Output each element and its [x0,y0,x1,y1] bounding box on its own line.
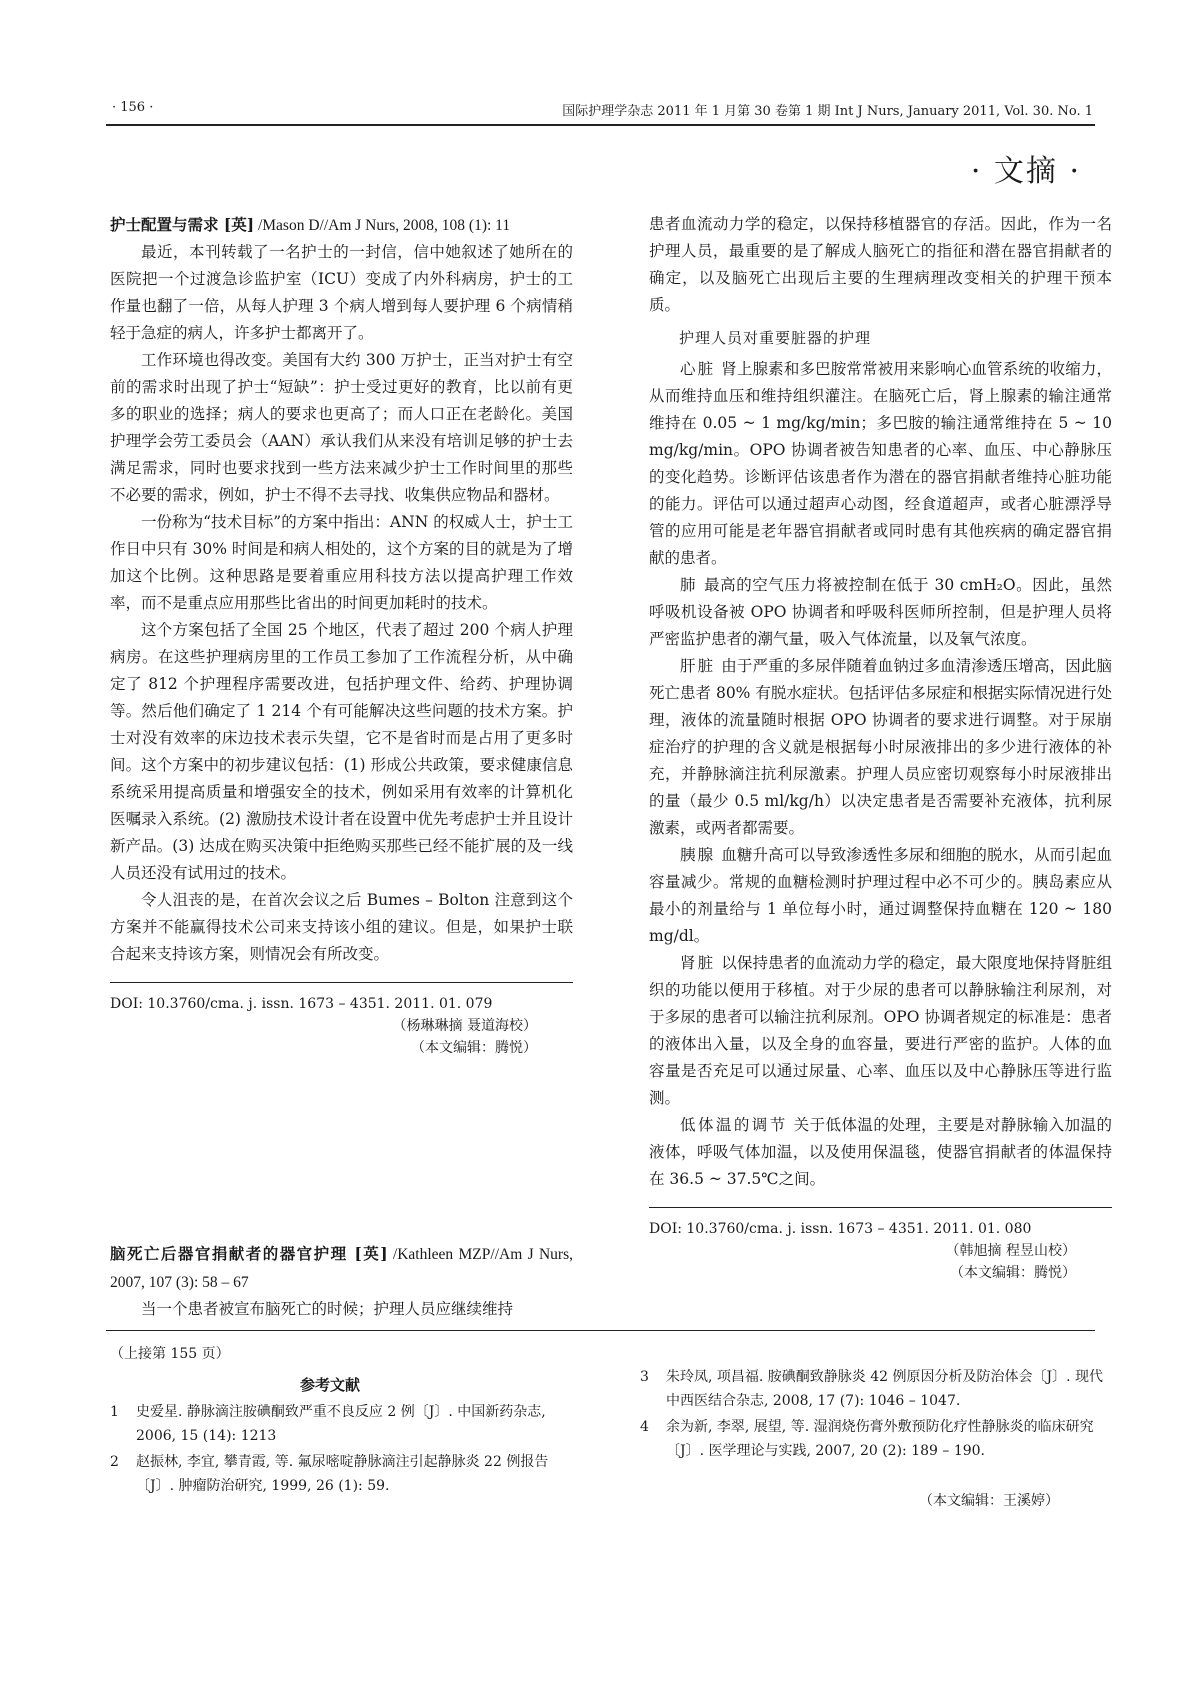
article2-abstractor: （韩旭摘 程昱山校） [945,1243,1076,1259]
article2-start [110,1240,573,1323]
references-title: 参考文献 [300,1376,361,1394]
references-editor: （本文编辑：王溪婷） [919,1493,1059,1509]
article2-footer [649,1207,1112,1284]
organ-label: 低体温的调节 [680,1116,788,1134]
reference-item [110,1450,580,1498]
page-number: · 156 · [112,100,154,115]
left-column [110,211,573,1059]
organ-label: 肝脏 [680,657,716,675]
reference-text: 余为新, 李翠, 展望, 等. 湿润烧伤膏外敷预防化疗性静脉炎的临床研究〔J〕. 医学理论与实践, 2007, 20 (2): 189 – 190. [666,1419,1094,1459]
header-rule [106,124,1095,126]
references-rule [106,1330,1095,1331]
article2-title: 脑死亡后器官捐献者的器官护理 [英] [110,1244,388,1263]
article1-doi: DOI: 10.3760/cma. j. issn. 1673 – 4351. 2011. 01. 079 [110,996,493,1012]
organ-label: 肾脏 [680,954,716,972]
article1-title: 护士配置与需求 [英] [110,215,255,234]
article2-subheading: 护理人员对重要脏器的护理 [679,329,872,347]
organ-paragraph [649,1112,1112,1193]
article1-editor: （本文编辑：腾悦） [411,1040,537,1056]
organ-label: 胰腺 [680,846,716,864]
references-right [640,1365,1110,1465]
article1-paragraph: 工作环境也得改变。美国有大约 300 万护士，正当对护士有空前的需求时出现了护士“短缺”：护士受过更好的教育，比以前有更多的职业的选择；病人的要求也更高了；而人口正在老龄化。美国护理学会劳工委员会（AAN）承认我们从来没有培训足够的护士去满足需求，同时也要求找到一些方法来减少护士工作时间里的那些不必要的需求，例如，护士不得不去寻找、收集供应物品和器材。 [110,351,573,504]
continued-from-note: （上接第 155 页） [110,1346,230,1362]
section-label: · 文摘 · [970,154,1081,189]
reference-number: 3 [640,1369,649,1385]
article2-doi: DOI: 10.3760/cma. j. issn. 1673 – 4351. 2011. 01. 080 [649,1221,1032,1237]
organ-paragraph [649,356,1112,572]
reference-number: 4 [640,1419,649,1435]
organ-paragraph [649,653,1112,842]
reference-item [110,1400,580,1448]
article2-citation [110,1240,573,1296]
organ-paragraph [649,950,1112,1112]
organ-text: 关于低体温的处理，主要是对静脉输入加温的液体，呼吸气体加温，以及使用保温毯，使器官捐献者的体温保持在 36.5 ~ 37.5℃之间。 [649,1116,1112,1188]
organ-text: 以保持患者的血流动力学的稳定，最大限度地保持肾脏组织的功能以便用于移植。对于少尿的患者可以静脉输注利尿剂，对于多尿的患者可以输注抗利尿剂。OPO 协调者规定的标准是：患者的液体出入量，以及全身的血容量，要进行严密的监护。人体的血容量是否充足可以通过尿量、心率、血压以及中心静脉压等进行监测。 [649,954,1112,1107]
reference-item [640,1415,1110,1463]
references-left [110,1400,580,1500]
article2-editor: （本文编辑：腾悦） [950,1265,1076,1281]
article2-continuation: 患者血流动力学的稳定，以保持移植器官的存活。因此，作为一名护理人员，最重要的是了解成人脑死亡的指征和潜在器官捐献者的确定，以及脑死亡出现后主要的生理病理改变相关的护理干预本质。 [649,215,1112,314]
organ-paragraph [649,842,1112,950]
organ-text: 肾上腺素和多巴胺常常被用来影响心血管系统的收缩力，从而维持血压和维持组织灌注。在脑死亡后，肾上腺素的输注通常维持在 0.05 ~ 1 mg/kg/min；多巴胺的输注通常维持在 5 ~ 10 mg/kg/min。OPO 协调者被告知患者的心率、血压、中心静脉压的变化趋势。诊断评估该患者作为潜在的器官捐献者维持心脏功能的能力。评估可以通过超声心动图，经食道超声，或者心脏漂浮导管的应用可能是老年器官捐献者或同时患有其他疾病的确定器官捐献的患者。 [649,360,1112,567]
article1-citation [110,211,573,239]
article2-intro: 当一个患者被宣布脑死亡的时候；护理人员应继续维持 [141,1300,514,1318]
article1-footer [110,982,573,1059]
organ-paragraph [649,572,1112,653]
running-header: 国际护理学杂志 2011 年 1 月第 30 卷第 1 期 Int J Nurs, January 2011, Vol. 30. No. 1 [562,104,1093,119]
article1-paragraph: 令人沮丧的是，在首次会议之后 Bumes – Bolton 注意到这个方案并不能赢得技术公司来支持该小组的建议。但是，如果护士联合起来支持该方案，则情况会有所改变。 [110,891,573,963]
organ-text: 由于严重的多尿伴随着血钠过多血清渗透压增高，因此脑死亡患者 80% 有脱水症状。包括评估多尿症和根据实际情况进行处理，液体的流量随时根据 OPO 协调者的要求进行调整。对于尿崩症治疗的护理的含义就是根据每小时尿液排出的多少进行液体的补充，并静脉滴注抗利尿激素。护理人员应密切观察每小时尿液排出的量（最少 0.5 ml/kg/h）以决定患者是否需要补充液体，抗利尿激素，或两者都需要。 [649,657,1112,837]
organ-label: 心脏 [680,360,716,378]
organ-label: 肺 [680,576,699,594]
article2-source: /Kathleen MZP//Am J Nurs, 2007, 107 (3): 58 – 67 [110,1246,573,1291]
article1-paragraph: 最近，本刊转载了一名护士的一封信，信中她叙述了她所在的医院把一个过渡急诊监护室（ICU）变成了内外科病房，护士的工作量也翻了一倍，从每人护理 3 个病人增到每人要护理 6 个病情稍轻于急症的病人，许多护士都离开了。 [110,243,573,342]
reference-number: 1 [110,1404,119,1420]
reference-text: 赵振林, 李宜, 攀青霞, 等. 氟尿嘧啶静脉滴注引起静脉炎 22 例报告〔J〕. 肿瘤防治研究, 1999, 26 (1): 59. [136,1454,549,1494]
article1-paragraph: 一份称为“技术目标”的方案中指出：ANN 的权威人士，护士工作日中只有 30% 时间是和病人相处的，这个方案的目的就是为了增加这个比例。这种思路是要着重应用科技方法以提高护理工作效率，而不是重点应用那些比省出的时间更加耗时的技术。 [110,513,573,612]
article1-abstractor: （杨琳琳摘 聂道海校） [392,1018,537,1034]
article1-source: /Mason D//Am J Nurs, 2008, 108 (1): 11 [254,217,511,234]
reference-text: 史爱星. 静脉滴注胺碘酮致严重不良反应 2 例〔J〕. 中国新药杂志, 2006, 15 (14): 1213 [136,1404,546,1444]
article1-paragraph: 这个方案包括了全国 25 个地区，代表了超过 200 个病人护理病房。在这些护理病房里的工作员工参加了工作流程分析，从中确定了 812 个护理程序需要改进，包括护理文件、给药、护理协调等。然后他们确定了 1 214 个有可能解决这些问题的技术方案。护士对没有效率的床边技术表示失望，它不是省时而是占用了更多时间。这个方案中的初步建议包括：(1) 形成公共政策，要求健康信息系统采用提高质量和增强安全的技术，例如采用有效率的计算机化医嘱录入系统。(2) 激励技术设计者在设置中优先考虑护士并且设计新产品。(3) 达成在购买决策中拒绝购买那些已经不能扩展的及一线人员还没有试用过的技术。 [110,621,573,882]
right-column [649,211,1112,1284]
organ-text: 最高的空气压力将被控制在低于 30 cmH₂O。因此，虽然呼吸机设备被 OPO 协调者和呼吸科医师所控制，但是护理人员将严密监护患者的潮气量，吸入气体流量，以及氧气浓度。 [649,576,1112,648]
reference-text: 朱玲凤, 项昌福. 胺碘酮致静脉炎 42 例原因分析及防治体会〔J〕. 现代中西医结合杂志, 2008, 17 (7): 1046 – 1047. [666,1369,1104,1409]
reference-item [640,1365,1110,1413]
reference-number: 2 [110,1454,119,1470]
organ-text: 血糖升高可以导致渗透性多尿和细胞的脱水，从而引起血容量减少。常规的血糖检测时护理过程中必不可少的。胰岛素应从最小的剂量给与 1 单位每小时，通过调整保持血糖在 120 ~ 180 mg/dl。 [649,846,1112,945]
